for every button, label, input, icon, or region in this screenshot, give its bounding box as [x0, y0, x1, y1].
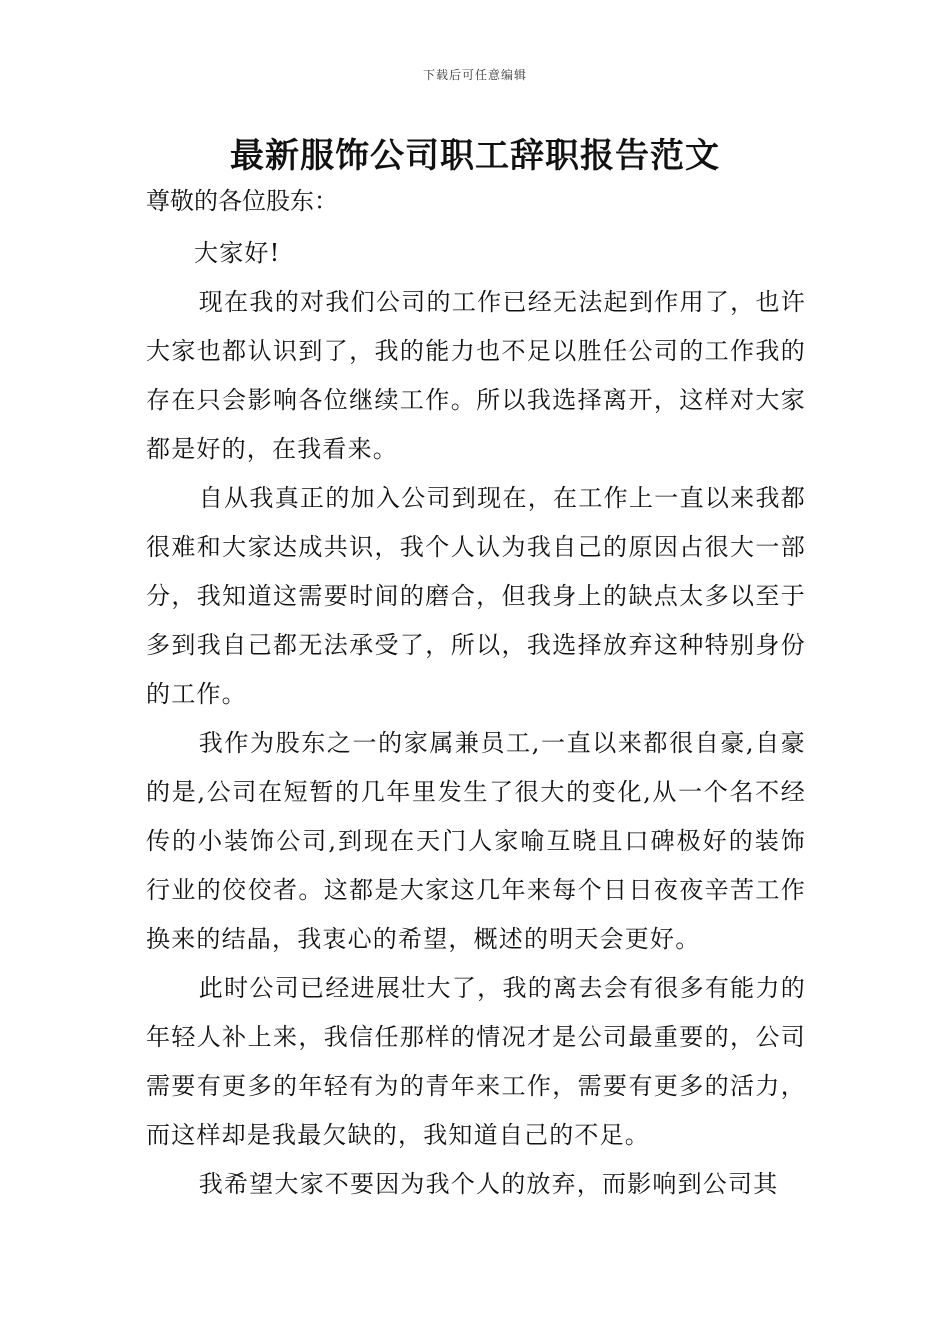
paragraph: 我作为股东之一的家属兼员工,一直以来都很自豪,自豪的是,公司在短暂的几年里发生了很大的变化,从一个名不经传的小装饰公司,到现在天门人家喻互晓且口碑极好的装饰行业的佼佼者。这都是大家这几年来每个日日夜夜辛苦工作换来的结晶，我衷心的希望，概述的明天会更好。 [146, 729, 806, 953]
paragraph: 现在我的对我们公司的工作已经无法起到作用了，也许大家也都认识到了，我的能力也不足以胜任公司的工作我的存在只会影响各位继续工作。所以我选择离开，这样对大家都是好的，在我看来。 [146, 288, 806, 463]
paragraph: 自从我真正的加入公司到现在，在工作上一直以来我都很难和大家达成共识，我个人认为我自己的原因占很大一部分，我知道这需要时间的磨合，但我身上的缺点太多以至于多到我自己都无法承受了，所以，我选择放弃这种特别身份的工作。 [146, 484, 806, 708]
paragraph: 我希望大家不要因为我个人的放弃，而影响到公司其 [198, 1170, 779, 1198]
letter-body [146, 229, 806, 1209]
paragraph: 此时公司已经进展壮大了，我的离去会有很多有能力的年轻人补上来，我信任那样的情况才是公司最重要的，公司需要有更多的年轻有为的青年来工作，需要有更多的活力，而这样却是我最欠缺的，我知道自己的不足。 [146, 974, 806, 1149]
header-note: 下载后可任意编辑 [422, 68, 527, 82]
salutation: 尊敬的各位股东： [146, 187, 338, 215]
document-title: 最新服饰公司职工辞职报告范文 [230, 136, 720, 176]
greeting: 大家好! [194, 239, 281, 267]
